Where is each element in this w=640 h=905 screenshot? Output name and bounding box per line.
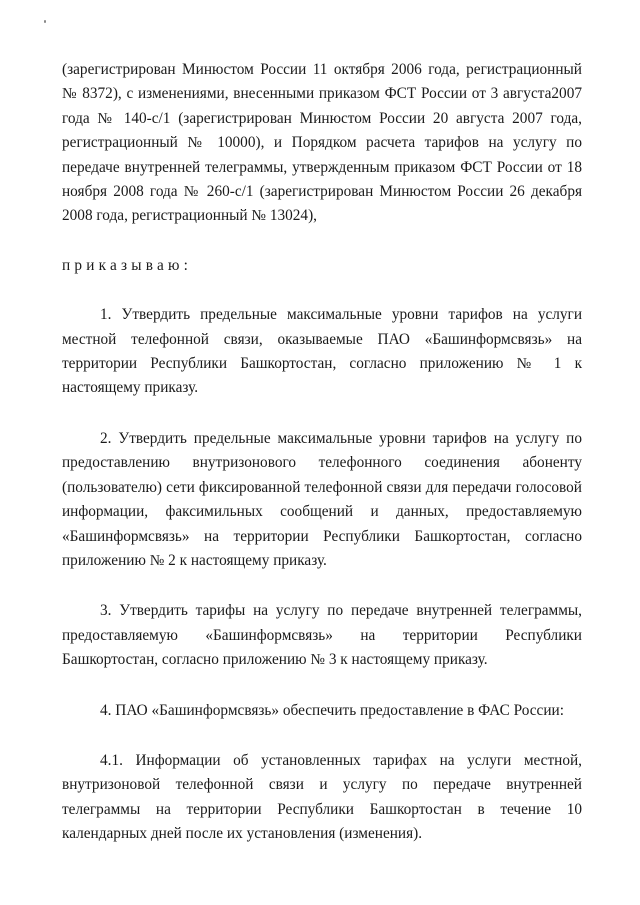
item-4-1-paragraph: 4.1. Информации об установленных тарифах на услуги местной, внутризоновой телефонной связи и услугу по передаче внутренней телеграммы на территории Республики Башкортостан в течение 10 календарных дней после их установления (изменения). <box>62 751 582 843</box>
intro-paragraph: (зарегистрирован Минюстом России 11 октября 2006 года, регистрационный № 8372), с изменениями, внесенными приказом ФСТ России от 3 августа2007 года № 140-с/1 (зарегистрирован Минюстом России 20 августа 2007 года, регистрационный № 10000), и Порядком расчета тарифов на услугу по передаче внутренней телеграммы, утвержденным приказом ФСТ России от 18 ноября 2008 года № 260-с/1 (зарегистрирован Минюстом России 26 декабря 2008 года, регистрационный № 13024), <box>62 61 582 225</box>
item-2-paragraph: 2. Утвердить предельные максимальные уровни тарифов на услугу по предоставлению внутризонового телефонного соединения абоненту (пользователю) сети фиксированной телефонной связи для передачи голосовой информации, факсимильных сообщений и данных, предоставляемую «Башинформсвязь» на территории Республики Башкортостан, согласно приложению № 2 к настоящему приказу. <box>62 429 582 569</box>
scan-speck <box>44 20 46 23</box>
order-word: приказываю: <box>62 256 193 274</box>
item-3-paragraph: 3. Утвердить тарифы на услугу по передаче внутренней телеграммы, предоставляемую «Башинформсвязь» на территории Республики Башкортостан, согласно приложению № 3 к настоящему приказу. <box>62 602 582 669</box>
item-4-paragraph: 4. ПАО «Башинформсвязь» обеспечить предоставление в ФАС России: <box>100 701 564 719</box>
item-1-paragraph: 1. Утвердить предельные максимальные уровни тарифов на услуги местной телефонной связи, оказываемые ПАО «Башинформсвязь» на территории Республики Башкортостан, согласно приложению № 1 к настоящему приказу. <box>62 306 582 397</box>
